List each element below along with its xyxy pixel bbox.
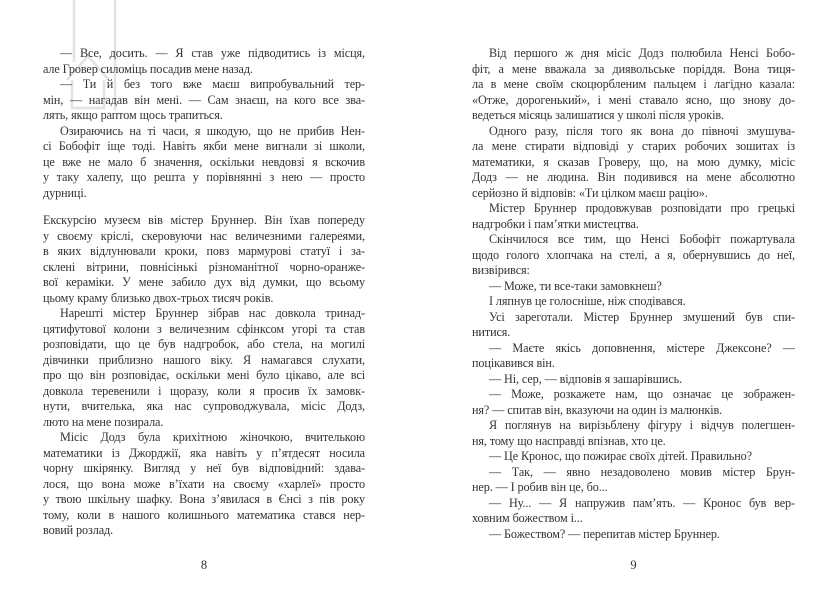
text-line: ла в мене своїм скоцюрбленим пальцем і лагідно казала: <box>472 77 795 91</box>
text-line: Одного разу, після того як вона до півночі змушува- <box>489 123 795 138</box>
paragraph <box>43 213 365 306</box>
paragraph <box>43 77 365 124</box>
text-line: Екскурсію музеєм вів містер Бруннер. Він їхав попереду <box>43 213 365 227</box>
text-line: серйозно й відповів: «Ти цілком маєш рацію». <box>472 185 708 200</box>
text-line: Місіс Додз була крихітною жіночкою, вчителькою <box>60 430 365 444</box>
text-line: у твою шкільну шафку. Вона з’явилася в Єнсі з пів року <box>43 492 365 506</box>
text-line: тому, коли в нашого колишнього математика стався нер- <box>43 507 365 522</box>
text-line: — Може, розкажете нам, що означає це зображен- <box>489 387 795 401</box>
text-line: «Отже, дорогенький», і мені ставало ясно, що знову до- <box>472 92 795 107</box>
text-line: про що він розповідає, оскільки мені було цікаво, але всі <box>43 368 365 382</box>
text-line: ведеться місяць залишатися у школі після уроків. <box>472 108 724 122</box>
paragraph <box>472 372 795 388</box>
paragraph <box>472 279 795 295</box>
text-line: мін, — нагадав він мені. — Сам знаєш, на кого все зва- <box>43 92 365 107</box>
text-line: — Ти й без того вже маєш випробувальний тер- <box>60 77 365 91</box>
text-line: лять, якщо раптом щось трапиться. <box>43 108 223 122</box>
text-line: фіт, а мене вважала за диявольське поріддя. Вона тиця- <box>472 61 795 76</box>
paragraph <box>472 310 795 341</box>
paragraph <box>472 232 795 279</box>
text-line: це вже не мало б значення, оскільки невдовзі я вскочив <box>43 154 365 169</box>
text-line: чорну шкірянку. Вигляд у неї був відповідний: здава- <box>43 461 365 475</box>
text-line: визвірився: <box>472 263 530 277</box>
text-line: ня, тому що насправді впізнав, хто це. <box>472 433 666 448</box>
text-line: розповідати, що це був надгробок, або стела, на могилі <box>43 337 365 351</box>
paragraph <box>472 341 795 372</box>
text-line: щодо голого хлопчака на стелі, а я, обернувшись до неї, <box>472 247 795 262</box>
paragraph <box>472 496 795 527</box>
paragraph <box>472 124 795 202</box>
text-line: але Гровер силоміць посадив мене назад. <box>43 61 253 76</box>
text-line: поцікавився він. <box>472 356 555 370</box>
text-line: дівчинки приблизно нашого віку. Я намагався слухати, <box>43 352 365 367</box>
paragraph <box>43 306 365 430</box>
text-line: цьому краму близько двох-трьох тисяч років. <box>43 290 274 305</box>
text-line: ня? — спитав він, вказуючи на один із малюнків. <box>472 402 723 417</box>
text-line: математики із Джорджії, яка навіть у п’ятдесят носила <box>43 445 365 460</box>
text-line: Від першого ж дня місіс Додз полюбила Ненсі Бобо- <box>489 46 795 60</box>
text-line: довкола теревенили і щоразу, коли я просив їх замовк- <box>43 383 365 398</box>
text-line: ла мене стирати відповіді у старих робочих зошитах із <box>472 139 795 153</box>
paragraph <box>472 294 795 310</box>
paragraph <box>472 465 795 496</box>
text-line: вовий розлад. <box>43 523 114 537</box>
paragraph <box>472 527 795 543</box>
paragraph <box>43 124 365 202</box>
paragraph <box>472 201 795 232</box>
text-line: в яких відлунювали кроки, повз мармурові статуї і за- <box>43 244 365 258</box>
text-line: Усі зареготали. Містер Бруннер змушений був спи- <box>489 309 795 324</box>
text-line: Додз — не людина. Він подивився на мене абсолютно <box>472 170 795 184</box>
text-line: надгробки і пам’ятки мистецтва. <box>472 216 639 231</box>
text-line: І ляпнув це голосніше, ніж сподівався. <box>489 294 686 308</box>
text-line: Нарешті містер Бруннер зібрав нас довкола тринад- <box>60 306 365 320</box>
text-line: дурниці. <box>43 185 87 200</box>
text-line: — Божеством? — перепитав містер Бруннер. <box>489 526 720 541</box>
text-line: люто на мене позирала. <box>43 414 164 429</box>
text-line: — Все, досить. — Я став уже підводитись із місця, <box>60 46 365 60</box>
paragraph <box>43 46 365 77</box>
text-line: лося, що вона може в’їхати на своєму «харлеї» просто <box>43 476 365 491</box>
text-line: — Може, ти все-таки замовкнеш? <box>489 278 662 293</box>
text-line: Містер Бруннер продовжував розповідати про грецькі <box>489 201 795 215</box>
text-line: склені вітрини, повнісінькі різноманітної чорно-оранже- <box>43 259 365 274</box>
page-right-text <box>472 46 795 542</box>
text-line: — Ні, сер, — відповів я зашарівшись. <box>489 371 683 386</box>
paragraph <box>472 449 795 465</box>
paragraph <box>472 418 795 449</box>
paragraph <box>472 387 795 418</box>
text-line: нути, вчителька, яка нас супроводжувала, місіс Додз, <box>43 399 365 413</box>
text-line: Скінчилося все тим, що Ненсі Бобофіт пожартувала <box>489 232 795 246</box>
text-line: математики, я сказав Гроверу, що, на мою думку, місіс <box>472 154 795 169</box>
text-line: сі Бобофіт іще тоді. Навіть якби мене вигнали зі школи, <box>43 139 365 153</box>
paragraph <box>43 430 365 539</box>
text-line: — Ну... — Я напружив пам’ять. — Кронос був вер- <box>489 495 795 510</box>
text-line: Озираючись на ті часи, я шкодую, що не прибив Нен- <box>60 123 365 138</box>
page-left-text <box>43 46 365 539</box>
text-line: — Так, — явно незадоволено мовив містер Брун- <box>489 464 795 479</box>
text-line: у таку халепу, що решта у порівнянні з нею — просто <box>43 170 365 184</box>
text-line: нер. — І робив він це, бо... <box>472 480 608 494</box>
text-line: — Маєте якісь доповнення, містере Джексоне? — <box>489 340 795 355</box>
text-line: цятифутової колони з величезним сфінксом угорі та став <box>43 321 365 336</box>
page-right-number: 9 <box>630 558 637 572</box>
text-line: ховним божеством і... <box>472 511 583 525</box>
text-line: вої кераміки. У мене забило дух від думки, що всьому <box>43 275 365 289</box>
text-line: Я поглянув на вирізьблену фігуру і відчув полегшен- <box>489 418 795 432</box>
paragraph <box>472 46 795 124</box>
text-line: у своєму кріслі, скеровуючи нас величезними галереями, <box>43 228 365 243</box>
text-line: — Це Кронос, що пожирає своїх дітей. Правильно? <box>489 449 752 463</box>
text-line: нитися. <box>472 325 511 339</box>
page-left-number: 8 <box>200 558 208 572</box>
